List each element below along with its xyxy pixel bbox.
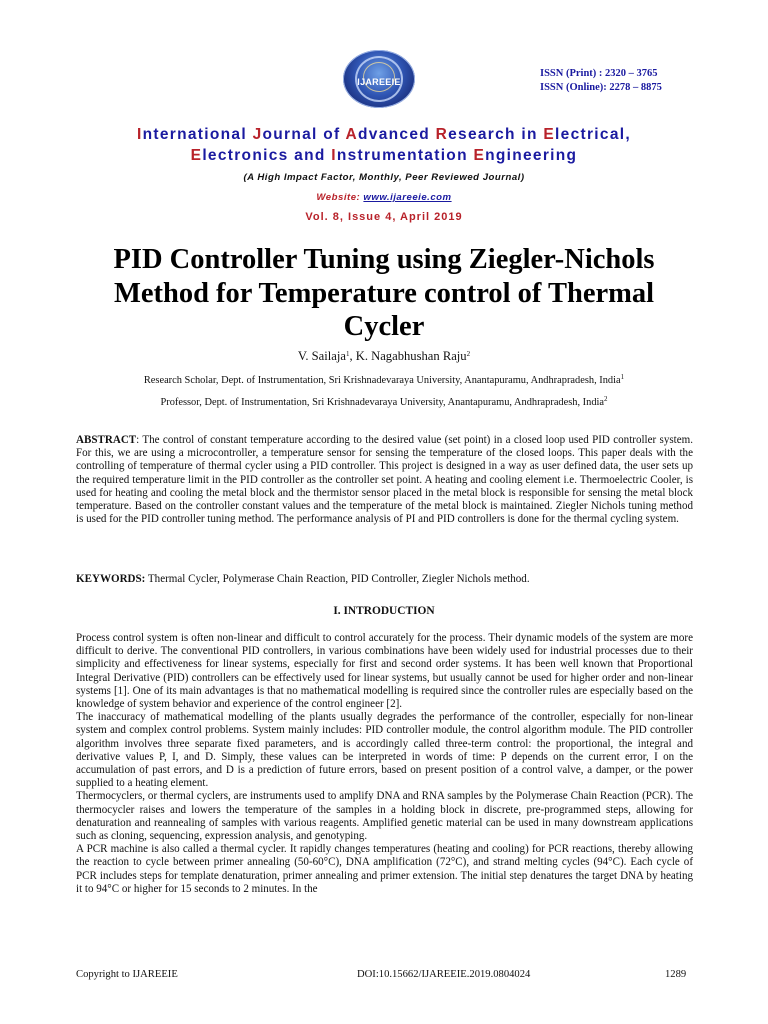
journal-title-cap: E (473, 147, 486, 164)
author-sup: 1 (345, 350, 350, 358)
abstract (76, 434, 693, 526)
journal-title-word: ngineering (485, 147, 578, 164)
affiliation-sup: 2 (604, 395, 608, 403)
introduction-body (76, 632, 693, 896)
paragraph: The inaccuracy of mathematical modelling of the plants usually degrades the performance of the controller, especially for non-linear system and complex control problems. System mainly includes: PID controller module, the control algorithm module. The PID controller algorithm involves three separate fixed parameters, and is accordingly called three-term control: the proportional, the integral and derivative values P, I, and D. Simply, these values can be interpreted in words of time: P depends on the current error, I on the accumulation of past errors, and D is a prediction of future errors, based on present position of a control valve, a damper, or the power supplied to a heating element. (76, 711, 693, 790)
issn-online: ISSN (Online): 2278 – 8875 (540, 82, 662, 93)
footer-doi: DOI:10.15662/IJAREEIE.2019.0804024 (357, 969, 531, 980)
keywords (76, 573, 693, 586)
author-separator: , (349, 349, 356, 363)
paragraph: A PCR machine is also called a thermal cycler. It rapidly changes temperatures (heating and cooling) for PCR reactions, thereby allowing the reaction to cycle between primer annealing (50-60°C), DNA amplification (72°C), and strand melting cycles (94°C). Each cycle of PCR includes steps for template denaturation, primer annealing and primer extension. The initial step denatures the target DNA by heating it to 94°C or higher for 15 seconds to 2 minutes. In the (76, 843, 693, 895)
journal-title-word: esearch in (448, 126, 544, 143)
journal-title-word: nstrumentation (336, 147, 474, 164)
author-name: K. Nagabhushan Raju (355, 349, 467, 363)
website-label: Website: (316, 192, 364, 203)
journal-title-cap: E (543, 126, 556, 143)
journal-title-line1 (60, 125, 708, 144)
journal-title-word: ournal of (262, 126, 346, 143)
journal-title-cap: J (252, 126, 263, 143)
journal-title-line2 (60, 146, 708, 165)
affiliation-sup: 1 (620, 373, 625, 381)
paper-title-line: PID Controller Tuning using Ziegler-Nichols (113, 244, 655, 275)
journal-website (60, 192, 708, 203)
affiliation-1 (60, 375, 708, 386)
affiliation-2 (60, 397, 708, 408)
website-link[interactable]: www.ijareeie.com (363, 192, 452, 203)
logo-text: IJAREEIE (357, 77, 401, 87)
affiliation-text: Professor, Dept. of Instrumentation, Sri Krishnadevaraya University, Anantapuramu, Andhrapradesh, India (160, 397, 605, 408)
journal-title-word: nternational (142, 126, 253, 143)
authors (60, 349, 708, 364)
issn-block (540, 67, 662, 95)
journal-volume: Vol. 8, Issue 4, April 2019 (305, 211, 463, 223)
author-name: V. Sailaja (297, 349, 346, 363)
paper-title-line: Cycler (343, 311, 425, 342)
paragraph: Thermocyclers, or thermal cyclers, are instruments used to amplify DNA and RNA samples by the Polymerase Chain Reaction (PCR). The thermocycler raises and lowers the temperature of the samples in a holding block in discrete, pre-programmed steps, allowing for denaturation and reannealing of samples with various reagents. Amplified genetic material can be used in many downstream applications such as cloning, sequencing, expression analysis, and genotyping. (76, 790, 693, 843)
journal-title-cap: I (137, 126, 143, 143)
journal-title-cap: E (190, 147, 203, 164)
paragraph: Process control system is often non-linear and difficult to control accurately for the process. Their dynamic models of the system are more difficult to derive. The conventional PID controllers, in various combinations have been widely used for industrial processes due to their simplicity and effectiveness for linear systems, especially for first and second order systems. It has been well known that Proportional Integral Derivative (PID) controllers can be effectively used for linear systems, but usually cannot be used for higher order and non-linear systems [1]. One of its main advantages is that no mathematical modelling is required since the controller rules are especially based on the knowledge of system behavior and experience of the control engineer [2]. (76, 632, 693, 711)
journal-title-cap: A (345, 126, 359, 143)
journal-title-cap: R (435, 126, 449, 143)
journal-subtitle: (A High Impact Factor, Monthly, Peer Reviewed Journal) (243, 172, 525, 183)
journal-title-word: lectrical, (555, 126, 631, 143)
journal-title-cap: I (331, 147, 337, 164)
affiliation-text: Research Scholar, Dept. of Instrumentation, Sri Krishnadevaraya University, Anantapuramu, Andhrapradesh, India (143, 375, 621, 386)
author-sup: 2 (466, 350, 471, 358)
abstract-label: ABSTRACT (76, 434, 137, 446)
paper-title-line: Method for Temperature control of Thermal (113, 277, 655, 309)
journal-logo (343, 50, 415, 108)
footer-copyright: Copyright to IJAREEIE (76, 969, 178, 980)
issn-print: ISSN (Print) : 2320 – 3765 (540, 68, 658, 79)
section-heading: I. INTRODUCTION (333, 605, 435, 617)
paper-title (60, 243, 708, 344)
keywords-text: Thermal Cycler, Polymerase Chain Reaction, PID Controller, Ziegler Nichols method. (145, 573, 530, 585)
keywords-label: KEYWORDS: (76, 573, 146, 585)
abstract-text: : The control of constant temperature according to the desired value (set point) in a closed loop used PID controller system. For this, we are using a microcontroller, a temperature sensor for sensing the temperature of the closed loops. This paper deals with the controlling of temperature of thermal cycler using a PID controller. This project is designed in a way as user defined data, the user sets up the required temperature limit in the PID controller as the controller set point. A heating and cooling element i.e. Thermoelectric Cooler, is used for heating and cooling the metal block and the thermistor sensor placed in the metal block is responsible for sensing the metal block temperature. Based on the controller constant values and the temperature of the metal block is maintained. Ziegler Nichols tuning method is used for the PID controller tuning method. The performance analysis of PI and PID controllers is done for the thermal cycling system. (76, 434, 693, 526)
journal-title-word: lectronics and (202, 147, 332, 164)
footer-page-number: 1289 (665, 969, 687, 980)
journal-title-word: dvanced (358, 126, 436, 143)
